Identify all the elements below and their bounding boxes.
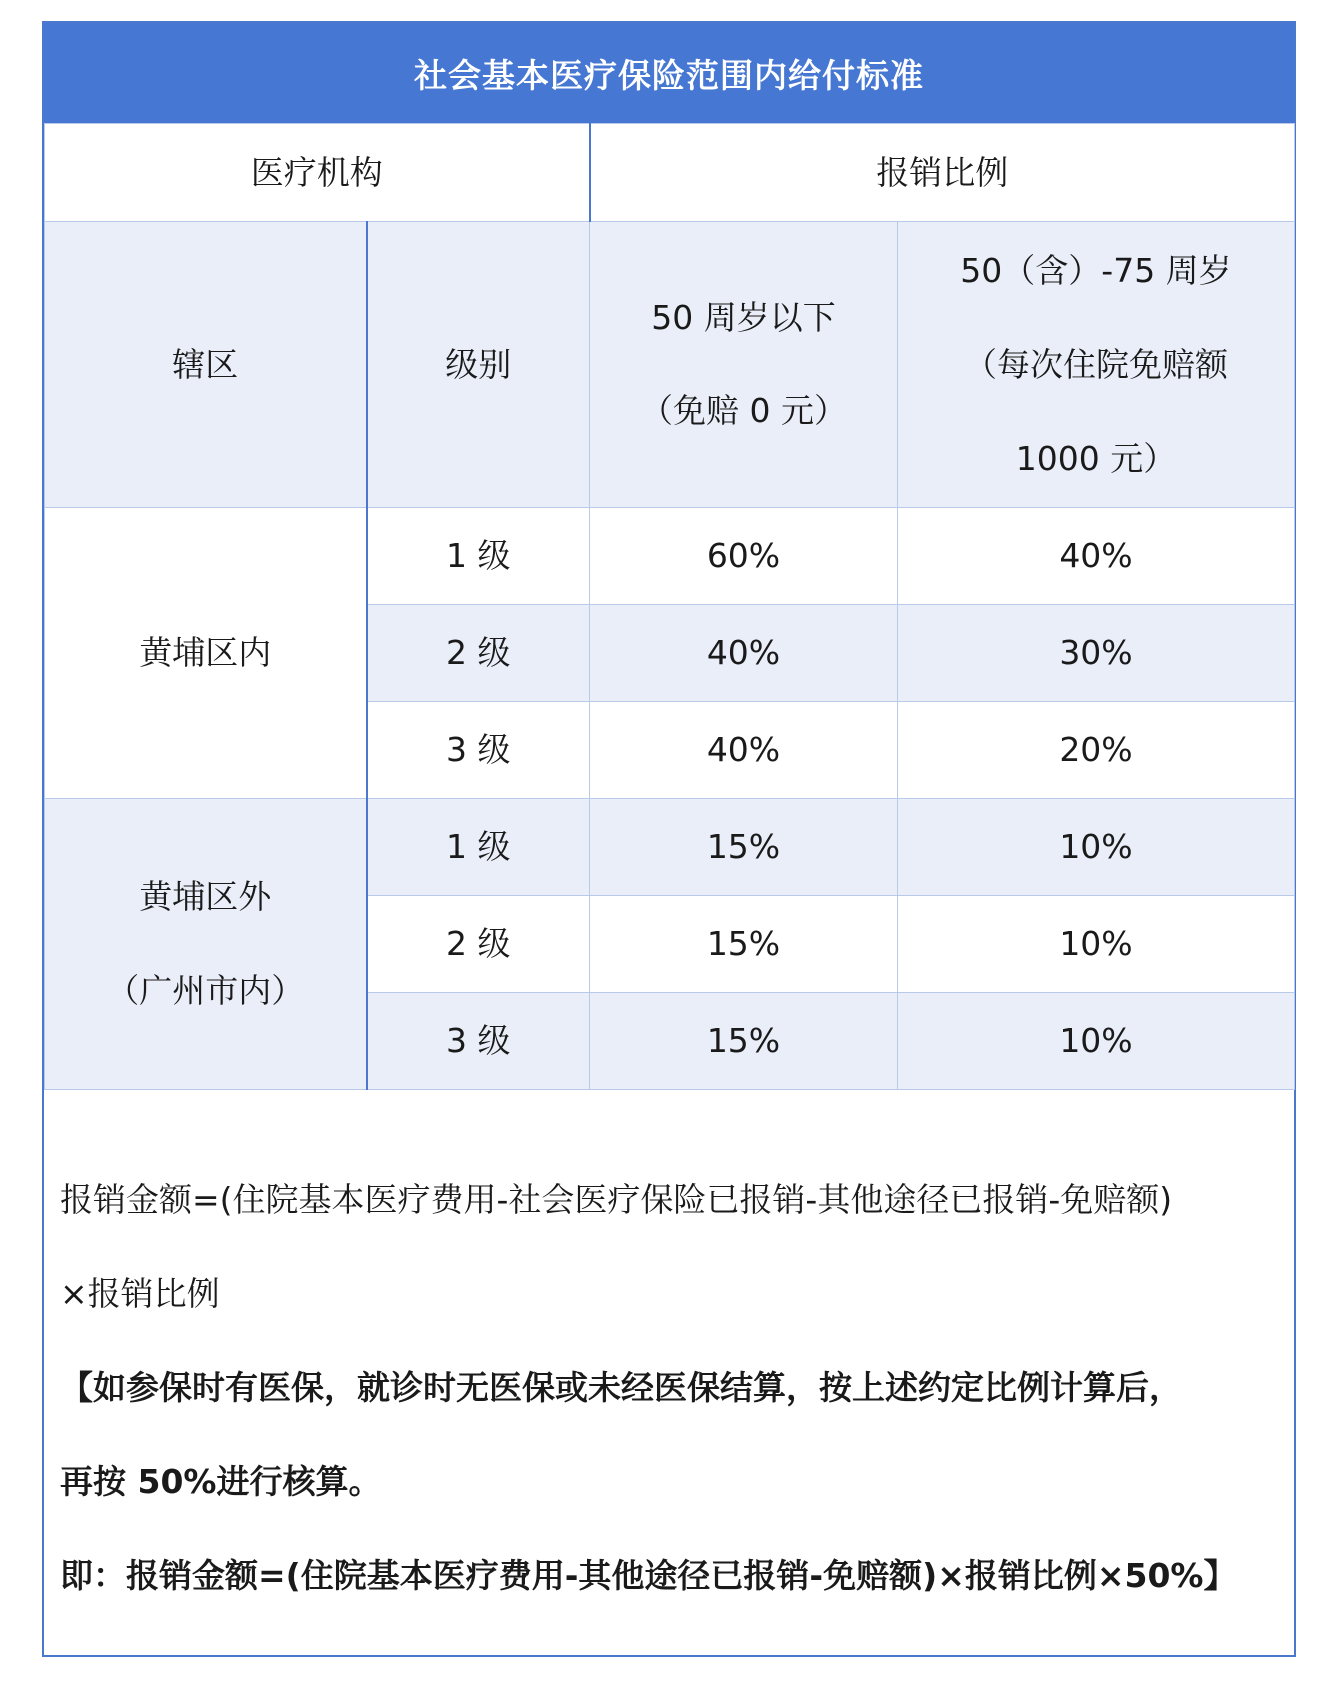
under50-ratio-cell: 40% (590, 702, 898, 799)
table-title: 社会基本医疗保险范围内给付标准 (44, 23, 1294, 123)
table-row (45, 799, 1295, 896)
over50-ratio-cell: 20% (898, 702, 1295, 799)
over50-ratio-cell: 10% (898, 799, 1295, 896)
level-cell: 3 级 (367, 702, 590, 799)
level-header: 级别 (367, 222, 590, 508)
level-cell: 2 级 (367, 896, 590, 993)
level-cell: 3 级 (367, 993, 590, 1090)
level-cell: 2 级 (367, 605, 590, 702)
benefit-table (44, 123, 1295, 1090)
no-insurance-note-line-1: 【如参保时有医保，就诊时无医保或未经医保结算，按上述约定比例计算后， (60, 1368, 1182, 1407)
over50-ratio-cell: 10% (898, 896, 1295, 993)
over50-header-line2: （每次住院免赔额 (964, 344, 1228, 384)
over50-ratio-cell: 40% (898, 508, 1295, 605)
over50-ratio-cell: 10% (898, 993, 1295, 1090)
formula-line-1: 报销金额=(住院基本医疗费用-社会医疗保险已报销-其他途径已报销-免赔额) (60, 1180, 1173, 1219)
over50-header (898, 222, 1295, 508)
over50-header-line1: 50（含）-75 周岁 (960, 250, 1232, 290)
over50-header-line3: 1000 元） (1015, 438, 1177, 478)
district-outside-line1: 黄埔区外 (139, 877, 272, 916)
under50-ratio-cell: 40% (590, 605, 898, 702)
institution-header: 医疗机构 (45, 124, 590, 222)
subheader-row (45, 222, 1295, 508)
under50-ratio-cell: 15% (590, 896, 898, 993)
header-row (45, 124, 1295, 222)
under50-header-line1: 50 周岁以下 (651, 298, 836, 337)
table-row (45, 508, 1295, 605)
district-cell-inside: 黄埔区内 (45, 508, 367, 799)
over50-ratio-cell: 30% (898, 605, 1295, 702)
no-insurance-formula: 即：报销金额=(住院基本医疗费用-其他途径已报销-免赔额)×报销比例×50%】 (60, 1556, 1237, 1595)
notes-section (60, 1153, 1285, 1623)
under50-header (590, 222, 898, 508)
under50-ratio-cell: 15% (590, 799, 898, 896)
level-cell: 1 级 (367, 508, 590, 605)
district-outside-line2: （广州市内） (106, 971, 305, 1010)
district-cell-outside (45, 799, 367, 1090)
under50-ratio-cell: 60% (590, 508, 898, 605)
no-insurance-note-line-2: 再按 50%进行核算。 (60, 1462, 382, 1501)
under50-ratio-cell: 15% (590, 993, 898, 1090)
formula-line-2: ×报销比例 (60, 1274, 220, 1313)
district-header: 辖区 (45, 222, 367, 508)
under50-header-line2: （免赔 0 元） (640, 391, 847, 430)
benefit-standard-sheet (42, 21, 1296, 1657)
level-cell: 1 级 (367, 799, 590, 896)
ratio-header: 报销比例 (590, 124, 1295, 222)
